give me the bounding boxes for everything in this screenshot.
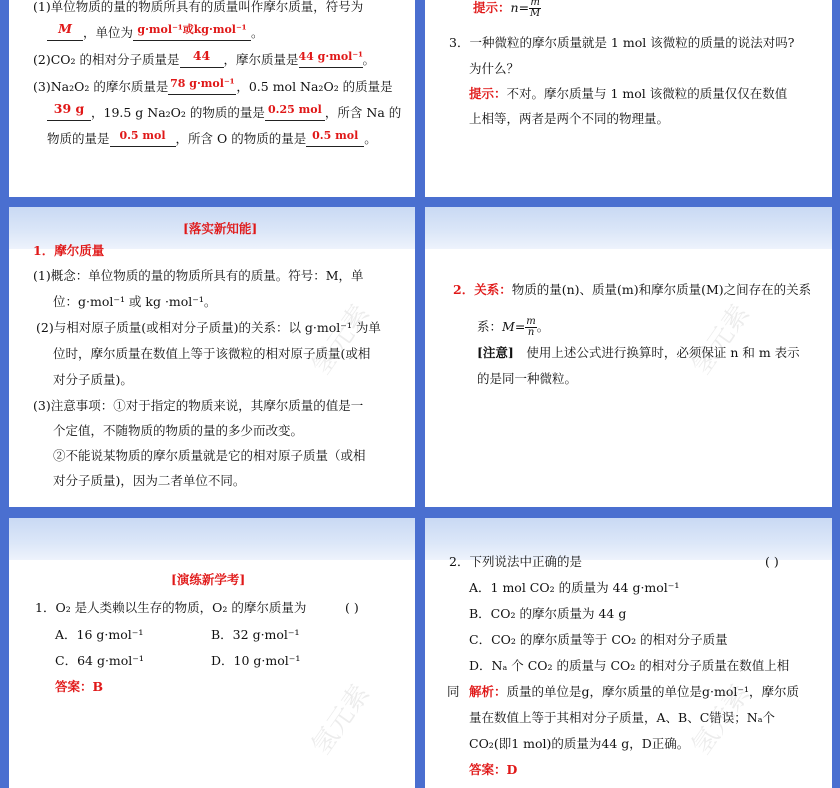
s2-hint: 提示：n= $\frac{m}{M}$ [473, 0, 541, 19]
s2-q3: 3．一种微粒的摩尔质量就是 1 mol 该微粒的质量的说法对吗? [449, 35, 795, 50]
s2-hint2a: 提示：不对。摩尔质量与 1 mol 该微粒的质量仅仅在数值 [469, 86, 788, 101]
s3-p3a: (3)注意事项：①对于指定的物质来说，其摩尔质量的值是一 [33, 398, 364, 413]
s2-hint2b: 上相等，两者是两个不同的物理量。 [469, 111, 670, 126]
s1-line4: (3)Na₂O₂ 的摩尔质量是 78 g·mol⁻¹ ，0.5 mol Na₂O₂ 的质量是 [33, 77, 393, 94]
option-d-cont: 同 [447, 684, 460, 699]
s3-p3b: 个定值，不随物质的物质的量的多少而改变。 [53, 423, 304, 438]
s6-q2-paren: ( ) [765, 554, 779, 569]
slide-header-band [9, 518, 415, 560]
answer-q1: 答案：B [55, 679, 104, 694]
slide-molar-mass-concept [9, 207, 415, 507]
slide-molar-mass-fill-in [9, 0, 415, 197]
s1-line5: 39 g ，19.5 g Na₂O₂ 的物质的量是 0.25 mol ，所含 Na 的 [47, 107, 401, 121]
option-b[interactable]: B．32 g·mol⁻¹ [211, 627, 300, 642]
s3-p2a: (2)与相对原子质量(或相对分子质量)的关系：以 g·mol⁻¹ 为单 [36, 320, 381, 335]
slide-practice-q2 [425, 518, 832, 788]
slide-relation [425, 207, 832, 507]
s3-p3d: 对分子质量)，因为二者单位不同。 [53, 473, 246, 488]
s4-line1: 2．关系：物质的量(n)、质量(m)和摩尔质量(M)之间存在的关系 [453, 282, 812, 297]
answer-q2: 答案：D [469, 762, 518, 777]
s6-exp2: 量在数值上等于其相对分子质量，A、B、C错误；Nₐ个 [469, 710, 776, 725]
heading-molar-mass: 1．摩尔质量 [33, 243, 105, 258]
option-d[interactable]: D．Nₐ 个 CO₂ 的质量与 CO₂ 的相对分子质量在数值上相 [469, 658, 790, 673]
s4-note-b: 的是同一种微粒。 [477, 371, 578, 386]
option-a[interactable]: A．1 mol CO₂ 的质量为 44 g·mol⁻¹ [469, 580, 680, 595]
blank-05mol-o: 0.5 mol [312, 129, 359, 142]
s6-exp3: CO₂(即1 mol)的质量为44 g，D正确。 [469, 736, 690, 751]
blank-025mol: 0.25 mol [268, 103, 322, 116]
section-title: [演练新学考] [171, 572, 246, 587]
option-c[interactable]: C．64 g·mol⁻¹ [55, 653, 144, 668]
s3-p1b: 位：g·mol⁻¹ 或 kg ·mol⁻¹。 [53, 294, 217, 309]
slide-hint-q3 [425, 0, 832, 197]
s4-note-a: [注意] 使用上述公式进行换算时，必须保证 n 和 m 表示 [477, 345, 800, 360]
blank-44g: 44 g·mol⁻¹ [298, 50, 363, 63]
slide-header-band [425, 207, 832, 249]
s1-line3: (2)CO₂ 的相对分子质量是 44 ，摩尔质量是44 g·mol⁻¹。 [33, 48, 376, 67]
s5-q1-paren: ( ) [345, 600, 359, 615]
blank-05mol-na: 0.5 mol [119, 129, 166, 142]
s1-line1: (1)单位物质的量的物质所具有的质量叫作摩尔质量，符号为 [33, 0, 364, 14]
option-c[interactable]: C．CO₂ 的摩尔质量等于 CO₂ 的相对分子质量 [469, 632, 728, 647]
s3-p3c: ②不能说某物质的摩尔质量就是它的相对原子质量（或相 [53, 448, 366, 463]
blank-symbol-M: M [58, 21, 72, 36]
option-a[interactable]: A．16 g·mol⁻¹ [55, 627, 144, 642]
blank-44: 44 [192, 48, 211, 63]
s3-p2b: 位时，摩尔质量在数值上等于该微粒的相对原子质量(或相 [53, 346, 371, 361]
s4-line2: 系：M= $\frac{m}{n}$ 。 [477, 316, 550, 338]
s6-exp1: 解析：质量的单位是g，摩尔质量的单位是g·mol⁻¹，摩尔质 [469, 684, 799, 699]
s6-q2: 2．下列说法中正确的是 [449, 554, 582, 569]
blank-unit: g·mol⁻¹或kg·mol⁻¹ [137, 23, 247, 36]
slide-practice-q1 [9, 518, 415, 788]
s2-q3b: 为什么？ [469, 61, 520, 76]
s3-p1a: (1)概念：单位物质的量的物质所具有的质量。符号：M，单 [33, 268, 364, 283]
s1-line6: 物质的量是 0.5 mol ，所含 O 的物质的量是 0.5 mol 。 [47, 129, 377, 146]
s5-q1: 1．O₂ 是人类赖以生存的物质，O₂ 的摩尔质量为 [35, 600, 307, 615]
s3-p2c: 对分子质量)。 [53, 372, 133, 387]
option-d[interactable]: D．10 g·mol⁻¹ [211, 653, 301, 668]
s1-line2: M ，单位为 g·mol⁻¹或kg·mol⁻¹ 。 [47, 27, 264, 41]
blank-39g: 39 g [53, 101, 85, 116]
blank-78g: 78 g·mol⁻¹ [170, 77, 235, 90]
option-b[interactable]: B．CO₂ 的摩尔质量为 44 g [469, 606, 627, 621]
section-title: [落实新知能] [183, 221, 258, 236]
